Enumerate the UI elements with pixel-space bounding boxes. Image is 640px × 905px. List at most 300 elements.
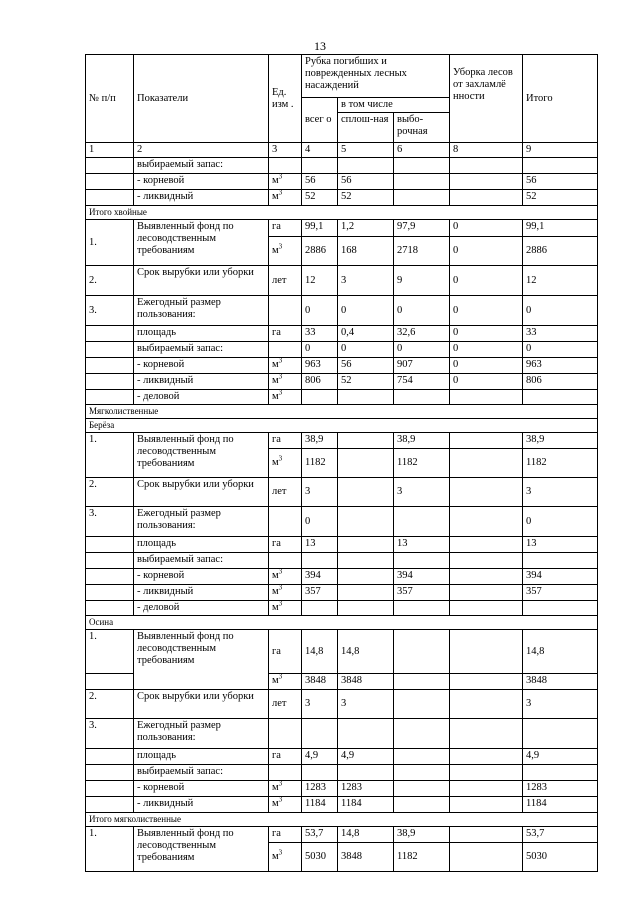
table-cell <box>269 719 302 749</box>
table-cell: 1283 <box>338 781 394 797</box>
table-cell <box>86 190 134 206</box>
table-cell: 3848 <box>302 674 338 690</box>
table-cell <box>523 158 598 174</box>
table-cell: 14,8 <box>338 827 394 843</box>
unit-label: м <box>272 375 279 386</box>
table-cell: 1283 <box>302 781 338 797</box>
table-cell: 32,6 <box>394 326 450 342</box>
table-cell <box>269 296 302 326</box>
table-cell: 38,9 <box>523 433 598 449</box>
table-cell: 1182 <box>302 449 338 478</box>
table-cell: 53,7 <box>523 827 598 843</box>
unit-exponent: 3 <box>278 189 283 197</box>
table-cell <box>269 797 302 813</box>
table-cell: 0 <box>450 296 523 326</box>
table-cell: 4 <box>302 143 338 158</box>
table-cell <box>338 569 394 585</box>
table-cell: 3848 <box>338 674 394 690</box>
table-cell <box>394 674 450 690</box>
table-cell: Ежегодный размер пользования: <box>134 719 269 749</box>
table-row <box>86 174 598 190</box>
table-cell: 13 <box>523 537 598 553</box>
table-cell: 52 <box>338 374 394 390</box>
table-cell <box>450 765 523 781</box>
table-cell: 963 <box>302 358 338 374</box>
table-row <box>86 478 598 507</box>
table-cell: площадь <box>134 749 269 765</box>
table-cell: Ежегодный размер пользования: <box>134 507 269 537</box>
table-cell: 2. <box>86 690 134 719</box>
table-cell: 3848 <box>338 843 394 872</box>
table-cell: площадь <box>134 537 269 553</box>
table-cell <box>523 719 598 749</box>
table-cell <box>269 449 302 478</box>
unit-label: м <box>272 570 279 581</box>
header-total: всег о <box>302 98 338 143</box>
table-cell <box>86 390 134 405</box>
table-cell <box>523 553 598 569</box>
table-row <box>86 827 598 843</box>
table-cell <box>86 537 134 553</box>
table-cell: 6 <box>394 143 450 158</box>
table-cell: 33 <box>523 326 598 342</box>
table-cell <box>394 553 450 569</box>
unit-exponent: 3 <box>278 242 283 251</box>
table-cell: 1. <box>86 220 134 266</box>
table-cell <box>302 719 338 749</box>
table-cell: 394 <box>394 569 450 585</box>
section-heading <box>86 616 598 630</box>
table-cell: 357 <box>523 585 598 601</box>
table-cell <box>394 749 450 765</box>
table-cell: га <box>269 827 302 843</box>
table-cell: Ежегодный размер пользования: <box>134 296 269 326</box>
table-cell <box>302 601 338 616</box>
table-cell <box>450 449 523 478</box>
table-cell <box>269 674 302 690</box>
table-cell: 1184 <box>523 797 598 813</box>
section-heading <box>86 206 598 220</box>
table-cell: 3. <box>86 719 134 749</box>
table-cell <box>338 433 394 449</box>
table-cell: 1184 <box>338 797 394 813</box>
table-cell: га <box>269 326 302 342</box>
table-cell: 2886 <box>302 237 338 266</box>
table-cell <box>86 797 134 813</box>
table-cell <box>450 601 523 616</box>
table-cell: 394 <box>302 569 338 585</box>
table-cell: 1,2 <box>338 220 394 237</box>
table-cell: 0 <box>450 266 523 296</box>
table-cell: 9 <box>394 266 450 296</box>
table-cell: 0 <box>302 507 338 537</box>
table-cell: 53,7 <box>302 827 338 843</box>
table-cell: 13 <box>394 537 450 553</box>
table-cell: 4,9 <box>338 749 394 765</box>
table-cell <box>450 719 523 749</box>
forest-table <box>85 54 598 872</box>
unit-exponent: 3 <box>278 568 283 576</box>
table-cell: 14,8 <box>338 630 394 674</box>
table-row <box>86 507 598 537</box>
table-cell <box>338 553 394 569</box>
table-cell: 963 <box>523 358 598 374</box>
table-cell <box>450 674 523 690</box>
unit-exponent: 3 <box>278 357 283 365</box>
unit-exponent: 3 <box>278 780 283 788</box>
table-cell: 2. <box>86 266 134 296</box>
header-indicator: Показатели <box>134 55 269 143</box>
header-cleanup: Уборка лесов от захламлё нности <box>450 55 523 143</box>
table-cell: 14,8 <box>302 630 338 674</box>
table-cell <box>450 630 523 674</box>
table-cell: лет <box>269 690 302 719</box>
table-cell: 3 <box>338 690 394 719</box>
unit-label: м <box>272 675 279 686</box>
table-cell: 99,1 <box>523 220 598 237</box>
unit-label: м <box>272 851 279 862</box>
table-cell: 168 <box>338 237 394 266</box>
table-cell <box>338 585 394 601</box>
table-cell: га <box>269 749 302 765</box>
table-cell: - деловой <box>134 390 269 405</box>
table-cell <box>86 765 134 781</box>
table-cell <box>86 585 134 601</box>
table-cell <box>338 478 394 507</box>
table-cell: лет <box>269 478 302 507</box>
table-cell <box>338 449 394 478</box>
table-cell <box>450 390 523 405</box>
table-cell <box>86 342 134 358</box>
table-cell <box>450 507 523 537</box>
table-cell: Выявленный фонд по лесоводственным требованиям <box>134 827 269 872</box>
table-row <box>86 220 598 237</box>
table-cell <box>269 342 302 358</box>
table-row <box>86 797 598 813</box>
table-cell: Итого хвойные <box>86 206 598 220</box>
table-cell <box>394 719 450 749</box>
table-cell: га <box>269 537 302 553</box>
table-cell <box>338 719 394 749</box>
table-cell: - корневой <box>134 569 269 585</box>
table-cell: 2 <box>134 143 269 158</box>
table-cell <box>394 390 450 405</box>
table-cell: 13 <box>302 537 338 553</box>
table-cell: 5 <box>338 143 394 158</box>
table-cell: 0 <box>338 296 394 326</box>
unit-exponent: 3 <box>278 454 283 463</box>
table-cell <box>394 781 450 797</box>
section-heading <box>86 419 598 433</box>
table-cell <box>338 765 394 781</box>
table-cell: 3 <box>302 478 338 507</box>
table-cell: 1182 <box>523 449 598 478</box>
table-row <box>86 537 598 553</box>
table-cell: 2718 <box>394 237 450 266</box>
table-cell <box>450 190 523 206</box>
table-cell: га <box>269 220 302 237</box>
table-cell: 0,4 <box>338 326 394 342</box>
table-row <box>86 190 598 206</box>
header-solid: сплош-ная <box>338 113 394 143</box>
header-num: № п/п <box>86 55 134 143</box>
table-cell: - деловой <box>134 601 269 616</box>
table-cell <box>86 174 134 190</box>
unit-label: м <box>272 457 279 468</box>
table-cell <box>302 158 338 174</box>
table-cell: площадь <box>134 326 269 342</box>
table-cell <box>338 390 394 405</box>
table-cell: 0 <box>450 342 523 358</box>
table-cell <box>86 674 134 690</box>
page-number: 13 <box>314 39 326 53</box>
table-cell: 806 <box>302 374 338 390</box>
table-row <box>86 553 598 569</box>
unit-label: м <box>272 586 279 597</box>
header-itogo: Итого <box>523 55 598 143</box>
table-cell <box>450 585 523 601</box>
table-cell: - корневой <box>134 174 269 190</box>
table-row <box>86 765 598 781</box>
table-cell: - корневой <box>134 781 269 797</box>
table-cell <box>394 690 450 719</box>
table-cell: 0 <box>523 296 598 326</box>
table-cell: 0 <box>338 342 394 358</box>
unit-exponent: 3 <box>278 173 283 181</box>
table-cell <box>86 374 134 390</box>
table-cell: 56 <box>302 174 338 190</box>
table-cell: 0 <box>450 326 523 342</box>
table-row <box>86 326 598 342</box>
table-cell <box>450 690 523 719</box>
table-cell: 33 <box>302 326 338 342</box>
table-cell <box>269 174 302 190</box>
table-cell: 0 <box>450 374 523 390</box>
table-cell: выбираемый запас: <box>134 765 269 781</box>
table-cell <box>338 507 394 537</box>
table-cell <box>394 507 450 537</box>
unit-label: м <box>272 798 279 809</box>
table-cell: 14,8 <box>523 630 598 674</box>
table-cell: 3 <box>269 143 302 158</box>
table-cell <box>86 358 134 374</box>
table-cell <box>523 601 598 616</box>
table-cell <box>269 601 302 616</box>
table-cell: 3 <box>394 478 450 507</box>
table-cell: Срок вырубки или уборки <box>134 266 269 296</box>
table-row <box>86 569 598 585</box>
unit-exponent: 3 <box>278 389 283 397</box>
table-cell: Итого мягколиственные <box>86 813 598 827</box>
table-cell <box>338 537 394 553</box>
table-cell <box>86 158 134 174</box>
table-cell <box>394 174 450 190</box>
table-cell: 0 <box>523 342 598 358</box>
table-row <box>86 781 598 797</box>
table-cell: 357 <box>394 585 450 601</box>
table-cell: 3 <box>523 690 598 719</box>
table-cell: 5030 <box>523 843 598 872</box>
table-cell: 1182 <box>394 843 450 872</box>
unit-label: м <box>272 191 279 202</box>
table-cell <box>450 537 523 553</box>
table-cell <box>450 174 523 190</box>
table-cell <box>302 765 338 781</box>
table-cell <box>86 749 134 765</box>
table-row <box>86 374 598 390</box>
table-cell: 38,9 <box>394 433 450 449</box>
table-cell <box>86 601 134 616</box>
table-cell <box>523 390 598 405</box>
table-cell <box>523 765 598 781</box>
table-row <box>86 630 598 674</box>
table-cell: 12 <box>302 266 338 296</box>
table-cell <box>86 326 134 342</box>
table-cell <box>269 843 302 872</box>
table-cell: 0 <box>302 296 338 326</box>
table-cell <box>450 553 523 569</box>
table-cell <box>450 797 523 813</box>
table-row <box>86 433 598 449</box>
table-cell <box>269 358 302 374</box>
unit-exponent: 3 <box>278 584 283 592</box>
table-cell: 52 <box>523 190 598 206</box>
table-cell: 9 <box>523 143 598 158</box>
table-cell: 52 <box>302 190 338 206</box>
table-cell <box>269 781 302 797</box>
table-cell <box>269 765 302 781</box>
header-unit: Ед. изм . <box>269 55 302 143</box>
table-cell <box>450 158 523 174</box>
table-cell: 8 <box>450 143 523 158</box>
table-cell <box>450 433 523 449</box>
table-cell: 38,9 <box>302 433 338 449</box>
table-cell <box>394 601 450 616</box>
table-row <box>86 749 598 765</box>
unit-label: м <box>272 391 279 402</box>
table-cell: 3 <box>338 266 394 296</box>
table-cell: Срок вырубки или уборки <box>134 478 269 507</box>
table-cell <box>394 158 450 174</box>
unit-label: м <box>272 782 279 793</box>
table-cell <box>269 585 302 601</box>
table-cell: 1. <box>86 630 134 674</box>
table-cell: 1184 <box>302 797 338 813</box>
table-row <box>86 585 598 601</box>
table-cell <box>269 237 302 266</box>
table-cell <box>269 190 302 206</box>
table-cell: 56 <box>523 174 598 190</box>
table-cell: Выявленный фонд по лесоводственным требованиям <box>134 630 269 690</box>
table-row <box>86 719 598 749</box>
table-cell: 357 <box>302 585 338 601</box>
unit-exponent: 3 <box>278 600 283 608</box>
table-cell <box>269 390 302 405</box>
table-cell <box>394 765 450 781</box>
unit-exponent: 3 <box>278 373 283 381</box>
table-row <box>86 358 598 374</box>
table-cell: 907 <box>394 358 450 374</box>
table-cell <box>338 158 394 174</box>
table-row <box>86 601 598 616</box>
table-cell: 3848 <box>523 674 598 690</box>
table-cell <box>269 158 302 174</box>
table-cell: 3. <box>86 296 134 326</box>
table-cell: 52 <box>338 190 394 206</box>
column-numbers-row <box>86 143 598 158</box>
table-cell: - корневой <box>134 358 269 374</box>
table-cell: - ликвидный <box>134 190 269 206</box>
table-cell: 4,9 <box>523 749 598 765</box>
table-cell: 56 <box>338 358 394 374</box>
table-cell: 3 <box>523 478 598 507</box>
table-cell <box>269 374 302 390</box>
unit-label: м <box>272 359 279 370</box>
table-cell: Осина <box>86 616 598 630</box>
table-cell: 3. <box>86 507 134 537</box>
table-cell <box>302 390 338 405</box>
table-cell <box>338 601 394 616</box>
table-cell <box>86 569 134 585</box>
unit-label: м <box>272 602 279 613</box>
table-row <box>86 690 598 719</box>
unit-exponent: 3 <box>278 848 283 857</box>
table-cell <box>394 190 450 206</box>
table-cell: 1. <box>86 827 134 872</box>
table-cell <box>269 569 302 585</box>
table-cell: 1. <box>86 433 134 478</box>
table-cell: 806 <box>523 374 598 390</box>
header-felling: Рубка погибших и поврежденных лесных насаждений <box>302 55 450 98</box>
table-cell: выбираемый запас: <box>134 158 269 174</box>
table-cell <box>86 781 134 797</box>
table-cell: выбираемый запас: <box>134 342 269 358</box>
table-cell: 0 <box>450 220 523 237</box>
table-cell <box>450 827 523 843</box>
table-cell: Выявленный фонд по лесоводственным требованиям <box>134 433 269 478</box>
table-cell: га <box>269 630 302 674</box>
table-cell <box>269 553 302 569</box>
table-row <box>86 342 598 358</box>
table-cell: 394 <box>523 569 598 585</box>
table-cell <box>450 478 523 507</box>
table-cell: 3 <box>302 690 338 719</box>
table-cell <box>394 630 450 674</box>
table-cell <box>269 507 302 537</box>
table-cell: 0 <box>394 342 450 358</box>
table-cell: 4,9 <box>302 749 338 765</box>
table-cell <box>394 797 450 813</box>
table-cell: 2886 <box>523 237 598 266</box>
table-cell: - ликвидный <box>134 797 269 813</box>
unit-label: м <box>272 175 279 186</box>
table-cell <box>450 781 523 797</box>
table-cell: Срок вырубки или уборки <box>134 690 269 719</box>
table-cell <box>302 553 338 569</box>
table-row <box>86 158 598 174</box>
table-cell: 0 <box>302 342 338 358</box>
table-cell: 1182 <box>394 449 450 478</box>
section-heading <box>86 813 598 827</box>
table-cell: 99,1 <box>302 220 338 237</box>
table-row <box>86 390 598 405</box>
table-cell: лет <box>269 266 302 296</box>
table-cell: 754 <box>394 374 450 390</box>
table-cell: - ликвидный <box>134 374 269 390</box>
unit-exponent: 3 <box>278 673 283 681</box>
table-cell: выбираемый запас: <box>134 553 269 569</box>
header-selective: выбо-рочная <box>394 113 450 143</box>
